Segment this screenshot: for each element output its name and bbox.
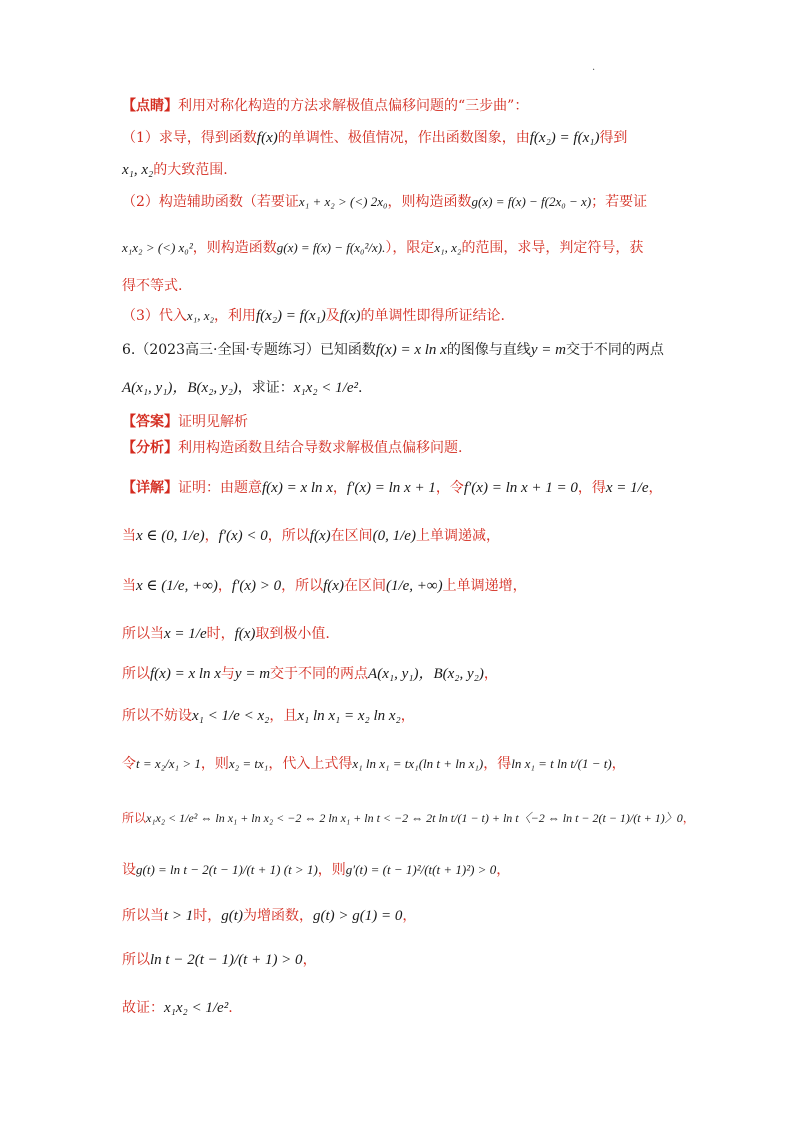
math-sol: g(t) = ln t − 2(t − 1)/(t + 1) (t > 1)	[136, 862, 318, 877]
analysis-text: 利用构造函数且结合导数求解极值点偏移问题.	[178, 440, 463, 456]
problem-line2	[122, 378, 682, 398]
sol-comma: ，	[648, 480, 663, 496]
math-sol: x₁ ln x₁ = tx₁(ln t + ln x₁)	[352, 756, 484, 771]
sol-text: 故证：	[122, 1000, 164, 1016]
problem-source: （2023高三·全国·专题练习）已知函数	[135, 342, 376, 358]
sol-text: 设	[122, 862, 136, 878]
sol-text: 取到极小值.	[255, 626, 330, 642]
note-step1-line2	[122, 160, 682, 180]
sol-text: 与	[220, 666, 235, 682]
math-sol: ln x₁ = t ln t/(1 − t)	[511, 756, 612, 771]
note-step2-line2	[122, 238, 682, 258]
answer-tag: 【答案】	[122, 414, 178, 430]
problem-number: 6.	[122, 342, 136, 358]
note-step3-text: （3）代入	[122, 308, 187, 324]
note-tag: 【点睛】	[122, 98, 178, 114]
analysis-line	[122, 438, 682, 458]
math-target: x₁x₂ < 1/e²	[293, 380, 358, 396]
math-sol: x₁x₂ < 1/e² ⇔ ln x₁ + ln x₂ < −2 ⇔ 2 ln x₁ + ln t < −2 ⇔ 2t ln t/(1 − t) + ln t〈−2 ⇔ ln t − 2(t − 1)/(t + 1)〉0	[146, 811, 683, 825]
note-step1-text: （1）求导，得到函数	[122, 130, 257, 146]
math-fx: f(x)	[256, 130, 278, 146]
math-sol: f′(x) > 0	[231, 578, 282, 594]
math-sol: f′(x) < 0	[218, 528, 268, 544]
solution-line8	[122, 808, 772, 828]
math-prod-ineq: x₁x₂ > (<) x₀²	[122, 240, 193, 255]
solution-line12	[122, 998, 682, 1018]
note-step2-text5: ），限定	[385, 240, 435, 256]
sol-text: 上单调递减，	[415, 528, 500, 544]
answer-text: 证明见解析	[178, 414, 248, 430]
sol-comma: ，	[204, 528, 219, 544]
sol-text: 当	[122, 528, 136, 544]
note-step2-text6: 的范围，求导，判定符号，获	[461, 240, 644, 256]
solution-line5	[122, 664, 682, 684]
sol-text: 所以	[122, 811, 147, 825]
note-step2-line	[122, 192, 682, 212]
sol-text: 当	[122, 578, 136, 594]
answer-line	[122, 412, 682, 432]
problem-line	[122, 340, 682, 360]
math-sol: g′(t) = (t − 1)²/(t(t + 1)²) > 0	[345, 862, 497, 877]
sol-comma: ，	[611, 756, 626, 772]
math-sol: ln t − 2(t − 1)/(t + 1) > 0	[150, 952, 303, 968]
note-step2-text: （2）构造辅助函数（若要证	[122, 194, 299, 210]
solution-line2	[122, 526, 682, 546]
solution-line7	[122, 754, 682, 774]
sol-text: 时，	[193, 908, 222, 924]
sol-text: 在区间	[343, 578, 386, 594]
sol-comma: ，	[217, 578, 232, 594]
note-step2-text4: ，则构造函数	[192, 240, 277, 256]
math-sol: f(x)	[234, 626, 256, 642]
sol-comma: ，	[400, 708, 415, 724]
math-sol: x₁ ln x₁ = x₂ ln x₂	[297, 708, 401, 724]
math-sol: g(t)	[221, 908, 243, 924]
math-sol: f(x) = x ln x	[262, 480, 333, 496]
sol-text: ，令	[435, 480, 464, 496]
sol-text: 所以	[122, 666, 150, 682]
sol-comma: ，	[682, 811, 695, 825]
math-sol: x = 1/e	[164, 626, 207, 642]
math-f-def: f(x) = x ln x	[375, 342, 447, 358]
math-fx-b: f(x)	[339, 308, 361, 324]
note-step2-line3	[122, 276, 682, 296]
note-step1-text3: 得到	[599, 130, 628, 146]
note-step2-text2: ，则构造函数	[387, 194, 472, 210]
math-sol: (0, 1/e)	[372, 528, 416, 544]
solution-line10	[122, 906, 682, 926]
note-step3-line	[122, 306, 682, 326]
math-sol: f(x)	[309, 528, 331, 544]
math-sol: t = x₂/x₁ > 1	[136, 756, 201, 771]
sol-text: ，所以	[281, 578, 324, 594]
math-x1-x2: x₁, x₂	[122, 162, 154, 178]
header-mark: .	[592, 62, 596, 73]
sol-text: 交于不同的两点	[270, 666, 369, 682]
sol-comma: ，	[332, 480, 347, 496]
solution-line1	[122, 478, 682, 498]
math-sol: x₁x₂ < 1/e²	[164, 1000, 229, 1016]
solution-line11	[122, 950, 682, 970]
sol-text: ，得	[483, 756, 512, 772]
analysis-tag: 【分析】	[122, 440, 178, 456]
sol-text: ，则	[317, 862, 346, 878]
problem-text2: 的图像与直线	[446, 342, 531, 358]
math-sol: x = 1/e	[605, 480, 649, 496]
note-step3-text3: 及	[325, 308, 340, 324]
sol-text: 为增函数，	[242, 908, 313, 924]
sol-period: .	[228, 1000, 233, 1016]
note-step2-text3: ；若要证	[591, 194, 648, 210]
math-x1-x2-c: x₁, x₂	[186, 308, 215, 323]
math-sol: (1/e, +∞)	[385, 578, 443, 594]
note-step1-text4: 的大致范围.	[153, 162, 228, 178]
sol-text: ，则	[200, 756, 229, 772]
note-step3-text4: 的单调性即得所证结论.	[360, 308, 505, 324]
math-points: A(x₁, y₁)，B(x₂, y₂)	[122, 380, 238, 396]
math-x1-x2-b: x₁, x₂	[434, 240, 462, 255]
math-sol: f′(x) = ln x + 1	[346, 480, 436, 496]
solution-tag: 【详解】	[122, 480, 178, 496]
problem-text5: .	[358, 380, 363, 396]
math-sol: A(x₁, y₁)，B(x₂, y₂)	[368, 666, 484, 682]
sol-text: 在区间	[330, 528, 373, 544]
math-sol: x₂ = tx₁	[228, 756, 269, 771]
sol-text: ，且	[269, 708, 298, 724]
note-title-line	[122, 96, 682, 116]
sol-text: 所以不妨设	[122, 708, 192, 724]
problem-text4: ，求证：	[237, 380, 294, 396]
math-sol: x ∈ (0, 1/e)	[136, 528, 205, 544]
note-step1-line	[122, 128, 682, 148]
sol-text: 上单调递增，	[442, 578, 527, 594]
sol-text: 证明：由题意	[178, 480, 262, 496]
math-sol: f(x)	[323, 578, 344, 594]
math-gx-def: g(x) = f(x) − f(2x₀ − x)	[471, 194, 592, 209]
sol-comma: ，	[402, 908, 417, 924]
math-sol: g(t) > g(1) = 0	[312, 908, 403, 924]
sol-text: 令	[122, 756, 136, 772]
note-step3-text2: ，利用	[214, 308, 257, 324]
solution-line9	[122, 860, 682, 880]
solution-line4	[122, 624, 682, 644]
note-step2-text7: 得不等式.	[122, 278, 183, 294]
math-sol: y = m	[234, 666, 271, 682]
problem-text3: 交于不同的两点	[565, 342, 664, 358]
sol-comma: ，	[496, 862, 511, 878]
sol-comma: ，	[302, 952, 317, 968]
sol-comma: ，	[483, 666, 498, 682]
math-sol: f′(x) = ln x + 1 = 0	[463, 480, 578, 496]
math-sol: x ∈ (1/e, +∞)	[136, 578, 218, 594]
math-y-eq-m: y = m	[530, 342, 566, 358]
sol-text: 所以当	[122, 626, 164, 642]
math-sol: f(x) = x ln x	[150, 666, 221, 682]
sol-text: 所以当	[122, 908, 164, 924]
solution-line3	[122, 576, 682, 596]
math-sol: x₁ < 1/e < x₂	[192, 708, 270, 724]
math-sol: t > 1	[164, 908, 194, 924]
sol-text: 所以	[122, 952, 150, 968]
math-fx2-eq-fx1-b: f(x₂) = f(x₁)	[256, 308, 326, 324]
solution-line6	[122, 706, 682, 726]
math-fx2-eq-fx1: f(x₂) = f(x₁)	[529, 130, 600, 146]
math-sum-ineq: x₁ + x₂ > (<) 2x₀	[298, 194, 388, 209]
sol-text: ，代入上式得	[268, 756, 353, 772]
note-step1-text2: 的单调性、极值情况，作出函数图象，由	[277, 130, 530, 146]
sol-text: 时，	[206, 626, 235, 642]
note-title: 利用对称化构造的方法求解极值点偏移问题的“三步曲”：	[178, 98, 529, 114]
sol-text: ，所以	[267, 528, 310, 544]
math-gx-def2: g(x) = f(x) − f(x₀²/x).	[276, 240, 386, 255]
sol-text: ，得	[577, 480, 606, 496]
